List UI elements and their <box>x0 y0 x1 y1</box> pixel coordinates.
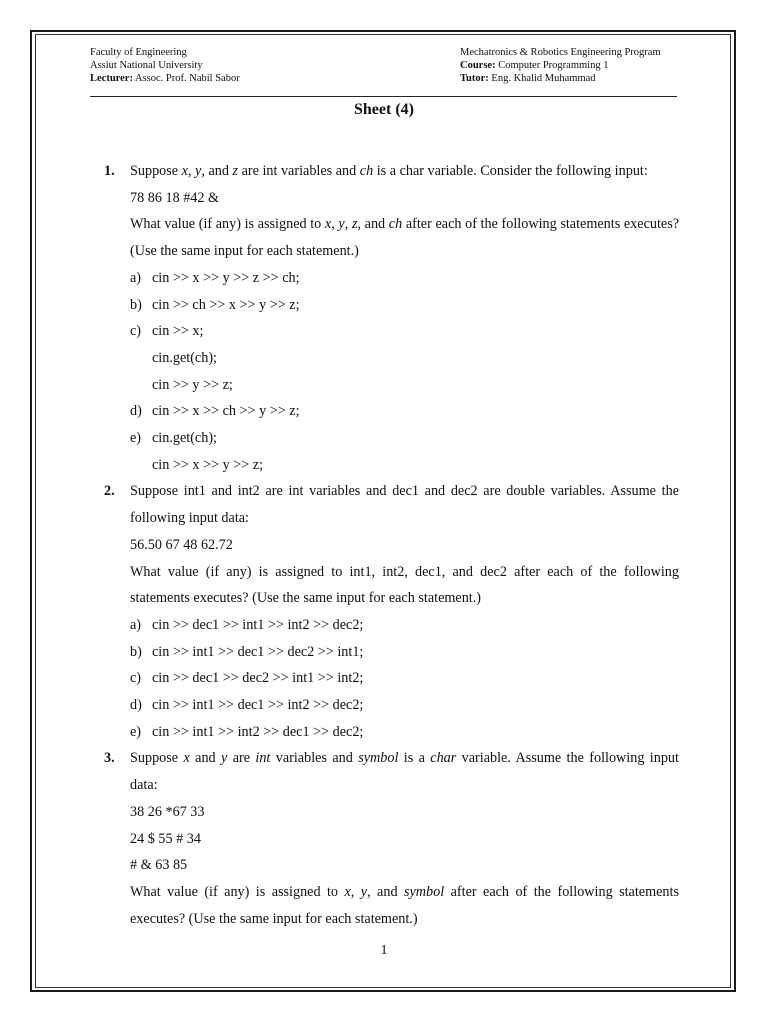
tutor-value: Eng. Khalid Muhammad <box>491 73 596 84</box>
question-number: 3. <box>104 750 115 767</box>
statement-code: cin >> ch >> x >> y >> z; <box>152 296 300 313</box>
ask-text: What value (if any) is assigned to <box>130 883 345 900</box>
statement-code: cin >> x; <box>152 323 204 340</box>
program-text: Mechatronics & Robotics Engineering Program <box>460 47 661 58</box>
intro-text: is a char variable. Consider the following input: <box>373 163 648 179</box>
statement-item <box>130 318 679 345</box>
var-x: x <box>324 216 332 233</box>
item-letter: d) <box>130 403 142 420</box>
input-data: 56.50 67 48 62.72 <box>130 536 233 553</box>
var-y: y <box>221 750 228 767</box>
var-z: z <box>232 163 239 179</box>
ask-text: , <box>331 216 339 233</box>
question-1 <box>104 158 679 478</box>
statement-code: cin >> y >> z; <box>152 376 233 393</box>
item-letter: b) <box>130 643 142 660</box>
page-number: 1 <box>380 943 388 958</box>
statement-item <box>130 265 679 292</box>
item-letter: b) <box>130 296 142 313</box>
course-line <box>460 59 690 72</box>
intro-text: , <box>187 163 196 179</box>
statement-code: cin.get(ch); <box>152 349 217 366</box>
question-2 <box>104 478 679 745</box>
statement-code: cin >> x >> y >> z >> ch; <box>152 269 300 286</box>
intro-text: are <box>227 750 256 767</box>
item-letter: a) <box>130 269 142 286</box>
lecturer-value: Assoc. Prof. Nabil Sabor <box>135 73 240 84</box>
course-value: Computer Programming 1 <box>498 60 609 71</box>
statement-code: cin.get(ch); <box>152 430 217 447</box>
statement-item <box>130 719 679 746</box>
var-x: x <box>183 750 190 767</box>
statement-code: cin >> dec1 >> dec2 >> int1 >> int2; <box>152 670 364 687</box>
intro-text: Suppose <box>130 163 182 179</box>
university-text: Assiut National University <box>90 60 203 71</box>
lecturer-line <box>90 72 420 85</box>
question-intro <box>130 158 679 185</box>
statement-code: cin >> dec1 >> int1 >> int2 >> dec2; <box>152 616 364 633</box>
var-z: z <box>351 216 358 233</box>
question-intro: Suppose int1 and int2 are int variables and dec1 and dec2 are double variables. Assume the following input data: <box>130 483 679 527</box>
statement-code: cin >> x >> y >> z; <box>152 456 264 473</box>
input-data-line: # & 63 85 <box>130 857 188 874</box>
course-label: Course: <box>460 60 496 71</box>
input-data: 78 86 18 #42 & <box>130 189 220 206</box>
var-ch: ch <box>359 163 374 179</box>
statement-item <box>130 639 679 666</box>
var-x: x <box>181 163 188 179</box>
lecturer-label: Lecturer: <box>90 73 133 84</box>
statement-item <box>130 398 679 425</box>
ask-text: , <box>350 883 361 900</box>
header-right <box>460 46 690 85</box>
faculty-text: Faculty of Engineering <box>90 47 187 58</box>
type-char: char <box>430 750 457 767</box>
statement-item <box>130 692 679 719</box>
item-letter: c) <box>130 323 142 340</box>
statement-item <box>130 425 679 452</box>
intro-text: are int variables and <box>238 163 360 179</box>
statement-code: cin >> int1 >> int2 >> dec1 >> dec2; <box>152 723 364 740</box>
intro-text: , and <box>201 163 233 179</box>
page-title: Sheet (4) <box>354 101 414 118</box>
question-3 <box>104 745 679 932</box>
header-left <box>90 46 420 85</box>
statement-item <box>130 665 679 692</box>
var-symbol: symbol <box>358 750 399 767</box>
statement-code: cin >> x >> ch >> y >> z; <box>152 403 300 420</box>
header-divider <box>90 96 677 97</box>
statement-code: cin >> int1 >> dec1 >> int2 >> dec2; <box>152 697 364 714</box>
statement-item <box>130 292 679 319</box>
ask-text: , and <box>357 216 389 233</box>
item-letter: c) <box>130 670 142 687</box>
type-int: int <box>255 750 271 767</box>
var-y: y <box>360 883 368 900</box>
intro-text: variable. Assume the following input data: <box>130 750 679 794</box>
ask-text: , and <box>367 883 404 900</box>
input-data-line: 38 26 *67 33 <box>130 803 205 820</box>
statement-item <box>130 612 679 639</box>
item-letter: a) <box>130 616 142 633</box>
question-ask <box>130 211 679 264</box>
var-symbol: symbol <box>403 883 445 900</box>
ask-text: after each of the following statements executes? (Use the same input for each statement.) <box>130 216 680 260</box>
tutor-line <box>460 72 690 85</box>
question-ask: What value (if any) is assigned to int1, int2, dec1, and dec2 after each of the following statements executes? (Use the same input for each statement.) <box>130 563 679 607</box>
intro-text: is a <box>398 750 431 767</box>
question-number: 2. <box>104 483 115 500</box>
tutor-label: Tutor: <box>460 73 489 84</box>
statement-code: cin >> int1 >> dec1 >> dec2 >> int1; <box>152 643 364 660</box>
questions-list <box>104 158 679 932</box>
item-letter: d) <box>130 697 142 714</box>
question-intro <box>130 745 679 798</box>
input-data-line: 24 $ 55 # 34 <box>130 830 201 847</box>
question-number: 1. <box>104 163 115 179</box>
intro-text: and <box>189 750 222 767</box>
var-y: y <box>195 163 202 179</box>
item-letter: e) <box>130 723 142 740</box>
ask-text: after each of the following statements executes? (Use the same input for each statement.) <box>130 883 679 927</box>
var-ch: ch <box>388 216 403 233</box>
item-letter: e) <box>130 430 142 447</box>
intro-text: variables and <box>270 750 359 767</box>
intro-text: Suppose <box>130 750 184 767</box>
question-ask <box>130 879 679 932</box>
var-x: x <box>344 883 351 900</box>
ask-text: , <box>344 216 352 233</box>
var-y: y <box>338 216 345 233</box>
ask-text: What value (if any) is assigned to <box>130 216 325 233</box>
